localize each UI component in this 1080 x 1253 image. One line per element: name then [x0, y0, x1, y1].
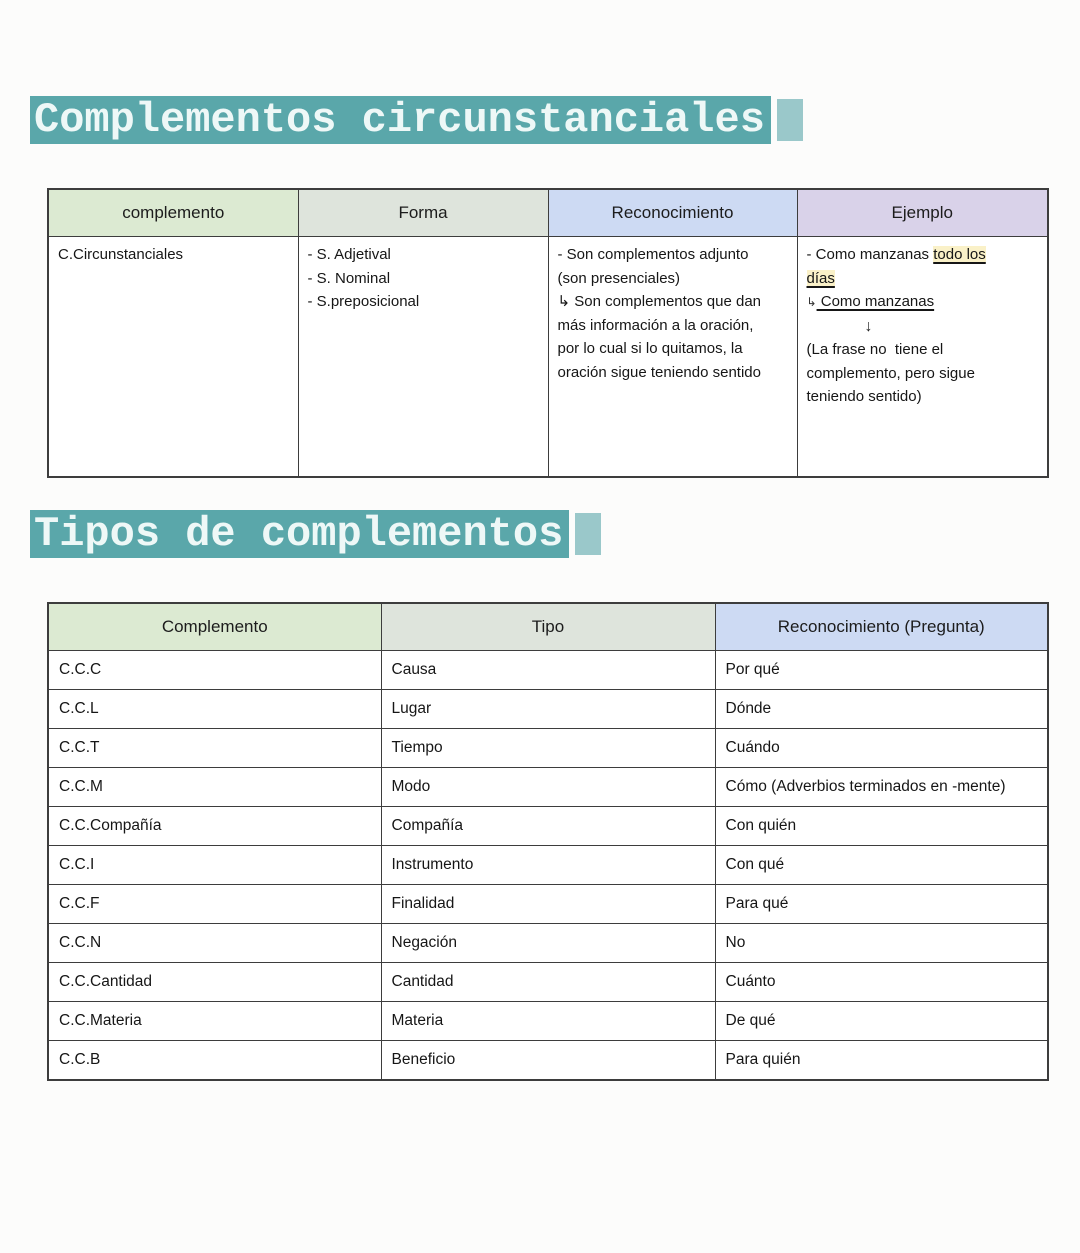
cell-complemento: C.C.M: [48, 768, 381, 807]
cell-text: ↳ Son complementos que dan: [557, 293, 762, 310]
cell-complemento: C.C.F: [48, 885, 381, 924]
header-reconocimiento: Reconocimiento: [548, 189, 797, 237]
cell-tipo: Cantidad: [381, 963, 715, 1002]
cell-pregunta: Por qué: [715, 651, 1048, 690]
cell-tipo: Lugar: [381, 690, 715, 729]
cell-complemento: C.C.I: [48, 846, 381, 885]
cell-pregunta: Para quién: [715, 1041, 1048, 1081]
table-row: [48, 690, 1048, 729]
cell-tipo: Negación: [381, 924, 715, 963]
cell-text: por lo cual si lo quitamos, la: [557, 340, 743, 357]
cell-complemento: [48, 237, 298, 478]
example-text: - Como manzanas: [806, 246, 934, 263]
cell-text: - S.preposicional: [307, 293, 420, 310]
header-reconocimiento-pregunta: Reconocimiento (Pregunta): [715, 603, 1048, 651]
cell-complemento: C.C.C: [48, 651, 381, 690]
cell-complemento: C.C.Compañía: [48, 807, 381, 846]
cell-reconocimiento: [548, 237, 797, 478]
cell-pregunta: Cuánto: [715, 963, 1048, 1002]
cell-text: - S. Nominal: [307, 269, 391, 287]
header-complemento: complemento: [48, 189, 298, 237]
cell-complemento: C.C.B: [48, 1041, 381, 1081]
cell-tipo: Compañía: [381, 807, 715, 846]
cell-pregunta: Dónde: [715, 690, 1048, 729]
cell-tipo: Beneficio: [381, 1041, 715, 1081]
title-highlight-tail: [777, 99, 803, 141]
table-row: [48, 846, 1048, 885]
header-tipo: Tipo: [381, 603, 715, 651]
table-row: [48, 807, 1048, 846]
cell-text: [807, 290, 1039, 315]
section-title-tipos-de-complementos: [30, 510, 601, 558]
cell-complemento: C.C.Materia: [48, 1002, 381, 1041]
table-row: [48, 924, 1048, 963]
cell-forma: [298, 237, 548, 478]
cell-tipo: Tiempo: [381, 729, 715, 768]
cell-complemento: C.C.T: [48, 729, 381, 768]
table-row: [48, 651, 1048, 690]
table-row: [48, 237, 1048, 478]
cell-pregunta: Para qué: [715, 885, 1048, 924]
table-row: [48, 963, 1048, 1002]
table-header-row: [48, 603, 1048, 651]
section-title-text: Complementos circunstanciales: [30, 96, 771, 144]
table-complementos-circunstanciales: [47, 188, 1049, 478]
highlighted-text: todo los: [933, 246, 986, 263]
table-header-row: [48, 189, 1048, 237]
cell-tipo: Finalidad: [381, 885, 715, 924]
cell-text: (son presenciales): [557, 269, 681, 287]
cell-tipo: Instrumento: [381, 846, 715, 885]
cell-text: oración sigue teniendo sentido: [557, 363, 761, 381]
cell-pregunta: Cómo (Adverbios terminados en -mente): [715, 768, 1048, 807]
table-row: [48, 1041, 1048, 1081]
table-row: [48, 885, 1048, 924]
cell-pregunta: Con qué: [715, 846, 1048, 885]
cell-tipo: Materia: [381, 1002, 715, 1041]
down-arrow-icon: ↓: [864, 317, 873, 335]
table-row: [48, 729, 1048, 768]
cell-text: - Son complementos adjunto: [557, 246, 749, 263]
cell-text: (La frase no tiene el: [806, 341, 944, 358]
section-title-text: Tipos de complementos: [30, 510, 569, 558]
cell-text: complemento, pero sigue: [806, 364, 975, 382]
cell-tipo: Modo: [381, 768, 715, 807]
table-tipos-de-complementos: [47, 602, 1049, 1081]
cell-text: C.Circunstanciales: [58, 246, 184, 263]
cell-pregunta: De qué: [715, 1002, 1048, 1041]
cell-tipo: Causa: [381, 651, 715, 690]
cell-text: [865, 315, 1039, 339]
highlighted-text: días: [806, 269, 835, 287]
cell-text: teniendo sentido): [806, 388, 922, 405]
header-complemento: Complemento: [48, 603, 381, 651]
cell-pregunta: Con quién: [715, 807, 1048, 846]
cell-pregunta: No: [715, 924, 1048, 963]
corner-arrow-icon: ↳: [806, 295, 817, 309]
cell-text: [807, 243, 1039, 267]
cell-pregunta: Cuándo: [715, 729, 1048, 768]
cell-complemento: C.C.Cantidad: [48, 963, 381, 1002]
cell-complemento: C.C.N: [48, 924, 381, 963]
header-ejemplo: Ejemplo: [797, 189, 1048, 237]
table-row: [48, 1002, 1048, 1041]
table-row: [48, 768, 1048, 807]
underlined-text: Como manzanas: [816, 293, 935, 310]
cell-text: - S. Adjetival: [307, 246, 391, 263]
cell-text: [807, 267, 1039, 291]
section-title-complementos-circunstanciales: [30, 96, 803, 144]
cell-ejemplo: [797, 237, 1048, 478]
cell-text: más información a la oración,: [557, 316, 754, 334]
title-highlight-tail: [575, 513, 601, 555]
cell-complemento: C.C.L: [48, 690, 381, 729]
header-forma: Forma: [298, 189, 548, 237]
